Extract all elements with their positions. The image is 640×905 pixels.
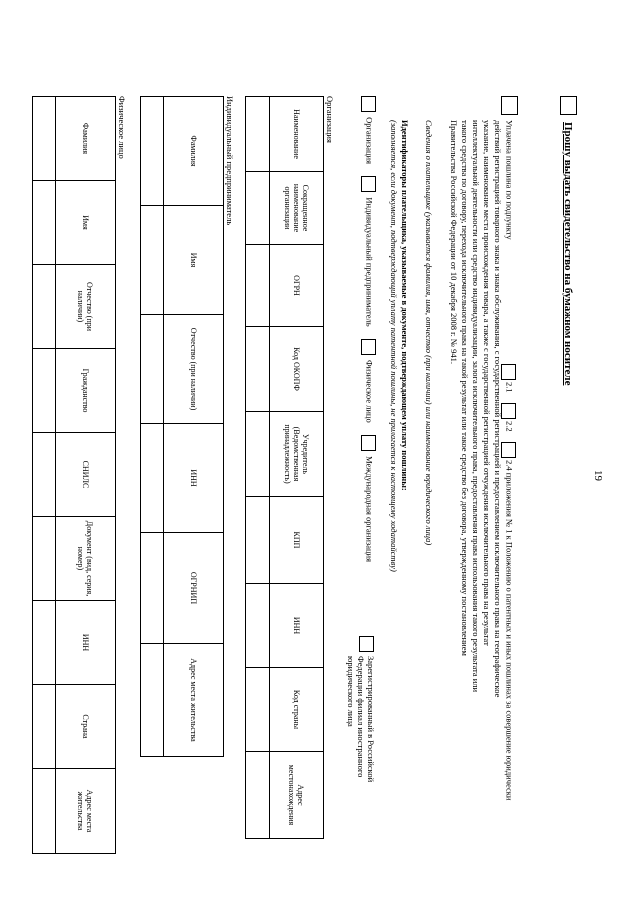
- identifiers-note: (заполняется, если документ, подтверждающий уплату патентной пошлины, не прилагается к настоящему ходатайству): [389, 120, 399, 572]
- org-header-short-name: Сокращенное наименование организации: [270, 172, 324, 245]
- ip-header-ogrnip: ОГРНИП: [164, 533, 224, 644]
- fl-header-name: Имя: [56, 181, 116, 265]
- org-cell-ogrn[interactable]: [246, 245, 270, 327]
- org-header-inn: ИНН: [270, 584, 324, 668]
- ip-cell-name[interactable]: [141, 206, 164, 315]
- org-header-country-code: Код страны: [270, 668, 324, 752]
- org-table-caption: Организация: [325, 96, 335, 143]
- ip-table: [140, 96, 224, 757]
- identifiers-title: Идентификаторы плательщика, указываемые в документе, подтверждающем уплату пошлины:: [400, 120, 410, 491]
- fl-cell-document[interactable]: [33, 517, 56, 601]
- fl-cell-surname[interactable]: [33, 97, 56, 181]
- payer-info-text: Сведения о плательщике (указывается фамилия, имя, отчество (при наличии) или наименование юридического лица): [424, 120, 434, 546]
- ip-cell-patronymic[interactable]: [141, 315, 164, 424]
- ip-header-inn: ИНН: [164, 424, 224, 533]
- payment-line-5: такого средства по договору, перехода исключительного права на такой результат или такое средство без договора, утвержденному постановлением: [460, 120, 470, 656]
- payer-type-ip-label: Индивидуальный предприниматель: [364, 197, 375, 327]
- org-header-name: Наименование: [270, 97, 324, 172]
- payer-type-org-label: Организация: [364, 117, 375, 165]
- request-heading: Прошу выдать свидетельство на бумажном носителе: [562, 122, 574, 386]
- payment-checkbox[interactable]: [501, 96, 518, 115]
- fl-header-surname: Фамилия: [56, 97, 116, 181]
- org-header-founder: Учредитель (Ведомственная принадлежность): [270, 412, 324, 497]
- payer-type-fl-checkbox[interactable]: [361, 339, 376, 355]
- subparagraph-2-2-label: 2.2: [504, 420, 515, 432]
- paper-certificate-checkbox[interactable]: [560, 96, 577, 115]
- payment-line-4: интеллектуальной деятельности или средство индивидуализации, залога исключительного права, предоставления права использования такого результата или: [471, 120, 481, 693]
- fl-cell-patronymic[interactable]: [33, 265, 56, 349]
- fl-header-snils: СНИЛС: [56, 433, 116, 517]
- fl-header-inn: ИНН: [56, 601, 116, 685]
- subparagraph-2-4-text: 2.4 приложения № 1 к Положению о патентных и иных пошлинах за совершение юридически: [504, 459, 515, 801]
- payment-line-2: действий регистрацией товарного знака и знака обслуживания, с государственной регистрацией и предоставлением исключительного права на географическое: [493, 120, 503, 698]
- fl-cell-inn[interactable]: [33, 601, 56, 685]
- ip-cell-ogrnip[interactable]: [141, 533, 164, 644]
- payer-type-row: [361, 96, 376, 562]
- fl-cell-address[interactable]: [33, 769, 56, 854]
- subparagraph-2-2-checkbox[interactable]: [501, 403, 516, 419]
- subparagraph-2-1-label: 2.1: [504, 381, 515, 393]
- payment-line-start: Уплачена пошлина по подпункту: [504, 120, 515, 240]
- subparagraph-2-4-checkbox[interactable]: [501, 442, 516, 458]
- ip-cell-inn[interactable]: [141, 424, 164, 533]
- fl-table-caption: Физическое лицо: [117, 96, 127, 159]
- org-cell-name[interactable]: [246, 97, 270, 172]
- payer-type-mo-checkbox[interactable]: [361, 435, 376, 451]
- org-cell-short-name[interactable]: [246, 172, 270, 245]
- fl-header-patronymic: Отчество (при наличии): [56, 265, 116, 349]
- payer-type-reg-checkbox[interactable]: [359, 636, 374, 652]
- ip-header-address: Адрес места жительства: [164, 644, 224, 757]
- fl-header-document: Документ (вид, серия, номер): [56, 517, 116, 601]
- ip-cell-surname[interactable]: [141, 97, 164, 206]
- fl-header-address: Адрес места жительства: [56, 769, 116, 854]
- subparagraph-2-1-checkbox[interactable]: [501, 364, 516, 380]
- page-number: 19: [592, 470, 604, 481]
- ip-header-patronymic: Отчество (при наличии): [164, 315, 224, 424]
- fl-header-country: Страна: [56, 685, 116, 769]
- payer-type-reg-label: Зарегистрированный в Российской Федерации филиал иностранного юридического лица: [346, 656, 376, 783]
- ip-cell-address[interactable]: [141, 644, 164, 757]
- org-header-okopf: Код ОКОПФ: [270, 327, 324, 412]
- payment-line-1: [501, 120, 516, 800]
- ip-header-surname: Фамилия: [164, 97, 224, 206]
- org-cell-okopf[interactable]: [246, 327, 270, 412]
- fl-cell-citizenship[interactable]: [33, 349, 56, 433]
- org-header-kpp: КПП: [270, 497, 324, 584]
- org-cell-kpp[interactable]: [246, 497, 270, 584]
- payment-line-6: Правительства Российской Федерации от 10 декабря 2008 г. № 941.: [449, 120, 459, 364]
- org-cell-address[interactable]: [246, 752, 270, 839]
- org-cell-country-code[interactable]: [246, 668, 270, 752]
- payer-type-mo-label: Международная организация: [364, 456, 375, 563]
- fl-header-citizenship: Гражданство: [56, 349, 116, 433]
- ip-header-name: Имя: [164, 206, 224, 315]
- ip-table-caption: Индивидуальный предприниматель: [225, 96, 235, 226]
- fl-cell-snils[interactable]: [33, 433, 56, 517]
- payer-type-fl-label: Физическое лицо: [364, 359, 375, 423]
- org-header-ogrn: ОГРН: [270, 245, 324, 327]
- fl-cell-name[interactable]: [33, 181, 56, 265]
- payer-type-org-checkbox[interactable]: [361, 96, 376, 112]
- org-cell-founder[interactable]: [246, 412, 270, 497]
- fl-cell-country[interactable]: [33, 685, 56, 769]
- payer-type-reg-group: [358, 636, 376, 652]
- org-table: [245, 96, 324, 839]
- org-cell-inn[interactable]: [246, 584, 270, 668]
- fl-table: [32, 96, 116, 854]
- payment-line-3: указание, наименование места происхождения товара, а также с государственной регистрацией отчуждения исключительного права на результат: [482, 120, 492, 646]
- payer-type-ip-checkbox[interactable]: [361, 176, 376, 192]
- org-header-address: Адрес местонахождения: [270, 752, 324, 839]
